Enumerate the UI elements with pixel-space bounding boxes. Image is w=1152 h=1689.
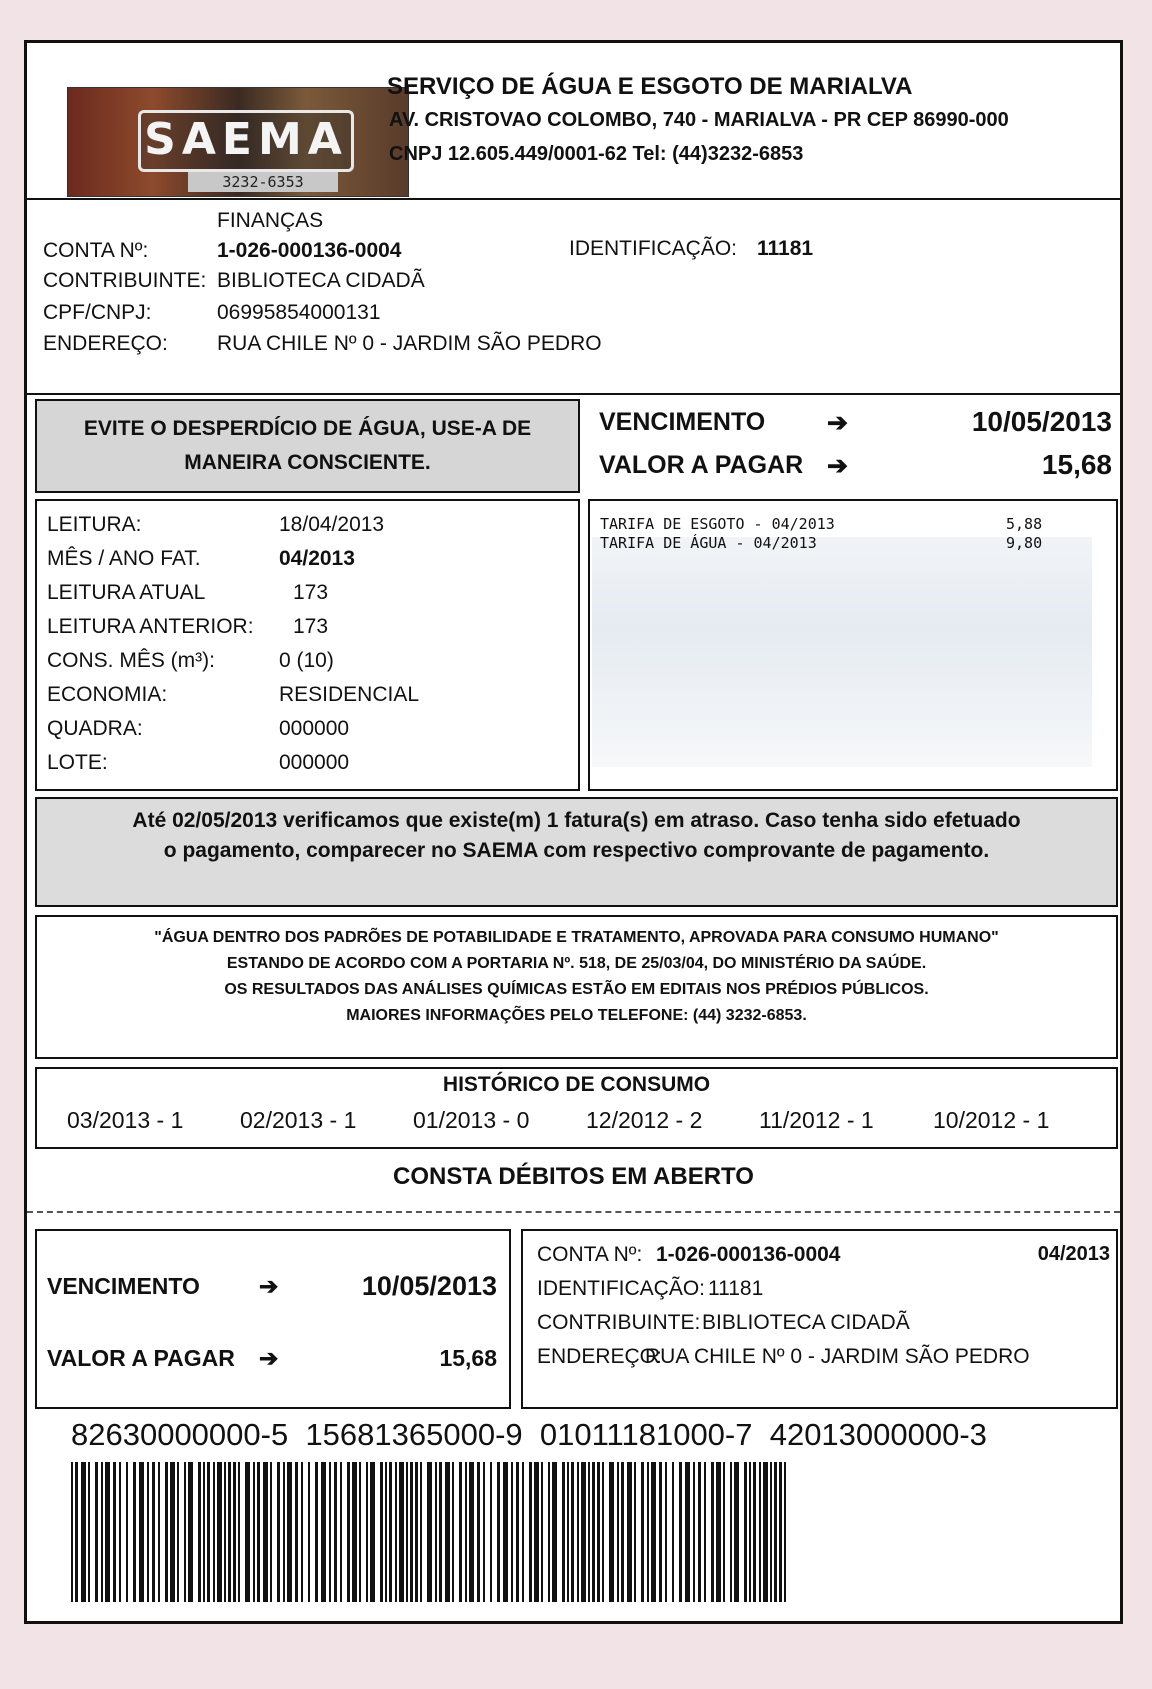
- contribuinte-value: BIBLIOTECA CIDADÃ: [217, 269, 425, 292]
- notice-line-1: EVITE O DESPERDÍCIO DE ÁGUA, USE-A DE: [83, 417, 532, 440]
- cut-line: [27, 1211, 1120, 1213]
- identificacao-value: 11181: [757, 237, 814, 260]
- department: FINANÇAS: [217, 209, 324, 232]
- header-divider: [27, 198, 1120, 200]
- bill-sheet: [24, 40, 1123, 1624]
- arrow-icon: ➔: [259, 1345, 279, 1371]
- consumption-history: [35, 1067, 1118, 1149]
- notice-line-2: MANEIRA CONSCIENTE.: [184, 451, 431, 474]
- stub-contribuinte-label: CONTRIBUINTE:: [537, 1311, 701, 1334]
- stub-conta-value: 1-026-000136-0004: [656, 1243, 841, 1266]
- tariff-label: TARIFA DE ESGOTO - 04/2013: [600, 515, 835, 533]
- reading-box: [35, 499, 580, 791]
- reading-label: LOTE:: [47, 751, 108, 774]
- history-title: HISTÓRICO DE CONSUMO: [442, 1073, 711, 1096]
- stub-endereco-label: ENDEREÇO:: [537, 1345, 662, 1368]
- vencimento-value: 10/05/2013: [971, 406, 1112, 437]
- reading-label: MÊS / ANO FAT.: [47, 547, 201, 570]
- stub-valor-label: VALOR A PAGAR: [47, 1345, 235, 1371]
- stub-conta-label: CONTA Nº:: [537, 1243, 643, 1266]
- reading-label: LEITURA ATUAL: [47, 581, 206, 604]
- cpf-value: 06995854000131: [217, 301, 381, 324]
- saema-logo: [67, 87, 409, 197]
- reading-label: QUADRA:: [47, 717, 143, 740]
- reading-value: RESIDENCIAL: [279, 683, 420, 706]
- valor-label: VALOR A PAGAR: [599, 451, 804, 479]
- history-item: 03/2013 - 1: [67, 1107, 184, 1133]
- quality-line-4: MAIORES INFORMAÇÕES PELO TELEFONE: (44) 3232-6853.: [346, 1007, 807, 1024]
- logo-wordmark: SAEMA: [138, 110, 354, 172]
- conta-label: CONTA Nº:: [43, 239, 149, 262]
- tariff-box: [588, 499, 1118, 791]
- company-name: SERVIÇO DE ÁGUA E ESGOTO DE MARIALVA: [387, 73, 913, 100]
- history-item: 10/2012 - 1: [933, 1107, 1050, 1133]
- tariff-value: 9,80: [1006, 534, 1043, 552]
- cpf-label: CPF/CNPJ:: [43, 301, 152, 324]
- reading-label: CONS. MÊS (m³):: [47, 649, 215, 672]
- stub-contribuinte-value: BIBLIOTECA CIDADÃ: [702, 1311, 910, 1334]
- company-address: AV. CRISTOVAO COLOMBO, 740 - MARIALVA - PR CEP 86990-000: [389, 109, 1009, 131]
- debts-title: CONSTA DÉBITOS EM ABERTO: [393, 1163, 754, 1190]
- barcode-number: 82630000000-5 15681365000-9 01011181000-7 42013000000-3: [71, 1417, 987, 1452]
- quality-line-1: "ÁGUA DENTRO DOS PADRÕES DE POTABILIDADE E TRATAMENTO, APROVADA PARA CONSUMO HUMANO": [154, 929, 999, 946]
- stub-valor-value: 15,68: [439, 1345, 497, 1371]
- watermark-image: [592, 537, 1092, 767]
- reading-value: 000000: [279, 751, 350, 774]
- stub-vencimento-label: VENCIMENTO: [47, 1273, 200, 1299]
- quality-line-3: OS RESULTADOS DAS ANÁLISES QUÍMICAS ESTÃO EM EDITAIS NOS PRÉDIOS PÚBLICOS.: [224, 981, 929, 998]
- valor-value: 15,68: [1041, 449, 1112, 480]
- reading-value: 18/04/2013: [279, 513, 385, 536]
- quality-line-2: ESTANDO DE ACORDO COM A PORTARIA Nº. 518, DE 25/03/04, DO MINISTÉRIO DA SAÚDE.: [226, 955, 927, 972]
- account-divider: [27, 393, 1120, 395]
- identificacao-label: IDENTIFICAÇÃO:: [569, 237, 738, 260]
- reading-value: 173: [293, 581, 329, 604]
- stub-endereco-value: RUA CHILE Nº 0 - JARDIM SÃO PEDRO: [645, 1345, 1030, 1368]
- stub-identificacao-label: IDENTIFICAÇÃO:: [537, 1277, 706, 1300]
- contribuinte-label: CONTRIBUINTE:: [43, 269, 207, 292]
- stub-vencimento-value: 10/05/2013: [361, 1271, 497, 1301]
- endereco-label: ENDEREÇO:: [43, 332, 168, 355]
- history-item: 02/2013 - 1: [240, 1107, 357, 1133]
- water-saving-notice: [35, 399, 580, 493]
- stub-payment-box: [35, 1229, 511, 1409]
- arrow-icon: ➔: [259, 1273, 279, 1299]
- history-item: 12/2012 - 2: [586, 1107, 703, 1133]
- stub-account-box: [521, 1229, 1118, 1409]
- history-item: 11/2012 - 1: [759, 1107, 874, 1133]
- reading-value: 04/2013: [279, 547, 355, 570]
- reading-value: 173: [293, 615, 329, 638]
- water-quality-notice: [35, 915, 1118, 1059]
- tariff-label: TARIFA DE ÁGUA - 04/2013: [600, 534, 817, 552]
- barcode: [71, 1462, 801, 1602]
- tariff-value: 5,88: [1006, 515, 1043, 533]
- overdue-alert: [35, 797, 1118, 907]
- endereco-value: RUA CHILE Nº 0 - JARDIM SÃO PEDRO: [217, 332, 602, 355]
- stub-month: 04/2013: [1037, 1243, 1110, 1265]
- reading-label: LEITURA ANTERIOR:: [47, 615, 254, 638]
- arrow-icon: ➔: [827, 409, 848, 437]
- reading-value: 000000: [279, 717, 350, 740]
- arrow-icon: ➔: [827, 452, 848, 480]
- reading-value: 0 (10): [279, 649, 334, 672]
- alert-line-2: o pagamento, comparecer no SAEMA com respectivo comprovante de pagamento.: [163, 839, 990, 862]
- reading-label: LEITURA:: [47, 513, 142, 536]
- reading-label: ECONOMIA:: [47, 683, 168, 706]
- history-item: 01/2013 - 0: [413, 1107, 530, 1133]
- logo-phone: 3232-6353: [188, 172, 338, 192]
- conta-value: 1-026-000136-0004: [217, 239, 402, 262]
- company-cnpj-tel: CNPJ 12.605.449/0001-62 Tel: (44)3232-6853: [389, 143, 804, 165]
- vencimento-label: VENCIMENTO: [599, 408, 766, 436]
- alert-line-1: Até 02/05/2013 verificamos que existe(m) 1 fatura(s) em atraso. Caso tenha sido efetuado: [132, 809, 1021, 832]
- stub-identificacao-value: 11181: [708, 1277, 764, 1300]
